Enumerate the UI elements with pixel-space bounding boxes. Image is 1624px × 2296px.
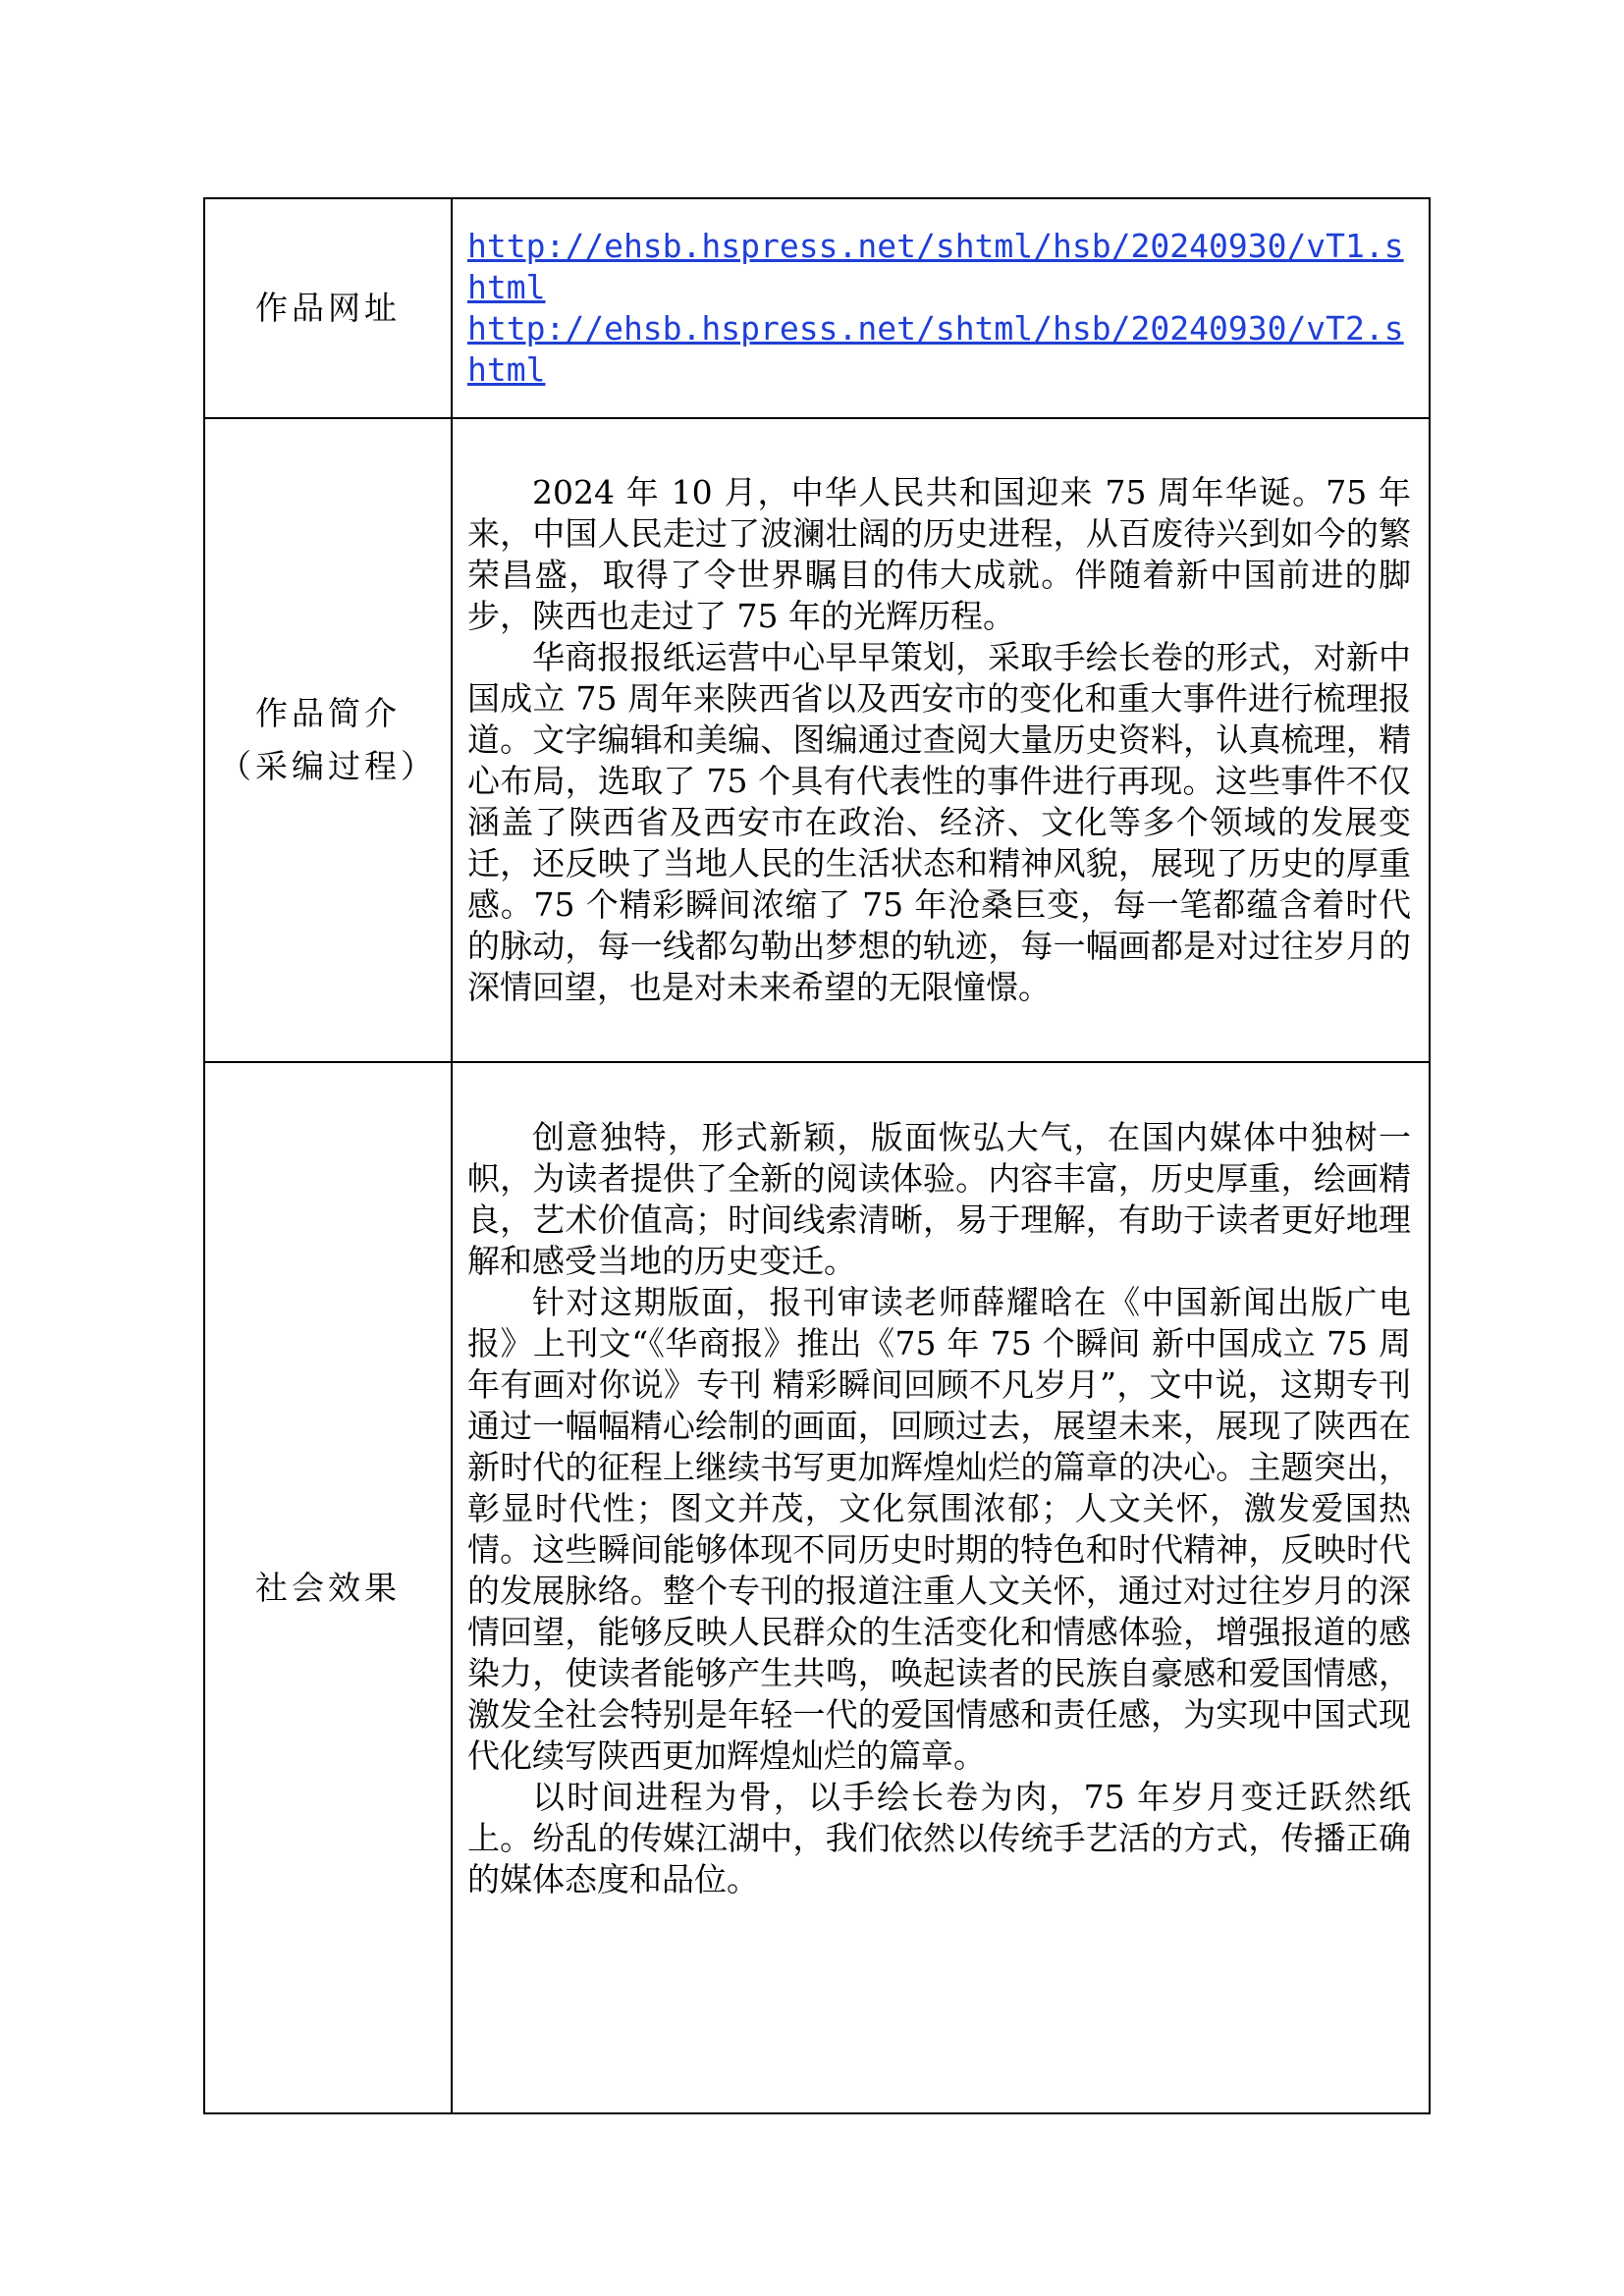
- row-work-intro: [204, 418, 1430, 1062]
- row-work-url: [204, 198, 1430, 418]
- work-intro-content: [452, 418, 1430, 1062]
- label-social-effect: 社会效果: [204, 1062, 452, 2113]
- work-url-link-2[interactable]: http://ehsb.hspress.net/shtml/hsb/20240930/vT2.shtml: [467, 309, 1404, 389]
- row-social-effect: [204, 1062, 1430, 2113]
- effect-paragraph-2: 针对这期版面，报刊审读老师薛耀晗在《中国新闻出版广电报》上刊文“《华商报》推出《75 年 75 个瞬间 新中国成立 75 周年有画对你说》专刊 精彩瞬间回顾不凡岁月”，文中说，这期专刊通过一幅幅精心绘制的画面，回顾过去，展望未来，展现了陕西在新时代的征程上继续书写更加辉煌灿烂的篇章的决心。主题突出，彰显时代性；图文并茂，文化氛围浓郁；人文关怀，激发爱国热情。这些瞬间能够体现不同历史时期的特色和时代精神，反映时代的发展脉络。整个专刊的报道注重人文关怀，通过对过往岁月的深情回望，能够反映人民群众的生活变化和情感体验，增强报道的感染力，使读者能够产生共鸣，唤起读者的民族自豪感和爱国情感，激发全社会特别是年轻一代的爱国情感和责任感，为实现中国式现代化续写陕西更加辉煌灿烂的篇章。: [467, 1283, 1411, 1775]
- effect-paragraph-3: 以时间进程为骨，以手绘长卷为肉，75 年岁月变迁跃然纸上。纷乱的传媒江湖中，我们依然以传统手艺活的方式，传播正确的媒体态度和品位。: [467, 1778, 1411, 1898]
- intro-paragraph-1: 2024 年 10 月，中华人民共和国迎来 75 周年华诞。75 年来，中国人民走过了波澜壮阔的历史进程，从百废待兴到如今的繁荣昌盛，取得了令世界瞩目的伟大成就。伴随着新中国前进的脚步，陕西也走过了 75 年的光辉历程。: [467, 473, 1411, 635]
- work-url-content: [452, 198, 1430, 418]
- label-work-url: 作品网址: [204, 198, 452, 418]
- effect-paragraph-1: 创意独特，形式新颖，版面恢弘大气，在国内媒体中独树一帜，为读者提供了全新的阅读体验。内容丰富，历史厚重，绘画精良，艺术价值高；时间线索清晰，易于理解，有助于读者更好地理解和感受当地的历史变迁。: [467, 1118, 1411, 1280]
- label-work-intro-line2: （采编过程）: [219, 747, 437, 785]
- label-work-intro-line1: 作品简介: [255, 694, 401, 732]
- label-work-intro: [204, 418, 452, 1062]
- entry-form-table: [203, 197, 1431, 2114]
- social-effect-content: [452, 1062, 1430, 2113]
- intro-paragraph-2: 华商报报纸运营中心早早策划，采取手绘长卷的形式，对新中国成立 75 周年来陕西省以及西安市的变化和重大事件进行梳理报道。文字编辑和美编、图编通过查阅大量历史资料，认真梳理，精心布局，选取了 75 个具有代表性的事件进行再现。这些事件不仅涵盖了陕西省及西安市在政治、经济、文化等多个领域的发展变迁，还反映了当地人民的生活状态和精神风貌，展现了历史的厚重感。75 个精彩瞬间浓缩了 75 年沧桑巨变，每一笔都蕴含着时代的脉动，每一线都勾勒出梦想的轨迹，每一幅画都是对过往岁月的深情回望，也是对未来希望的无限憧憬。: [467, 638, 1411, 1006]
- work-url-link-1[interactable]: http://ehsb.hspress.net/shtml/hsb/20240930/vT1.shtml: [467, 227, 1404, 306]
